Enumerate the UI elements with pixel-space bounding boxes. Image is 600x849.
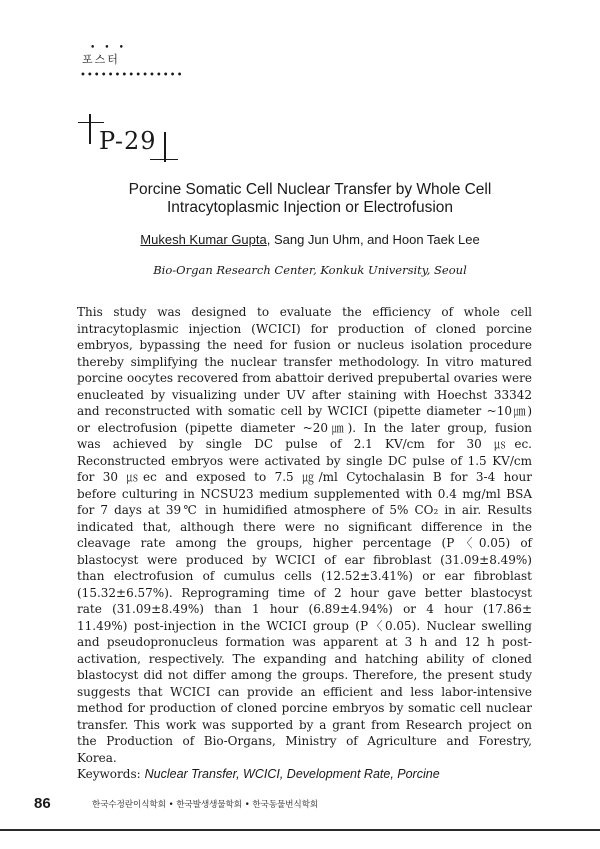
abstract-line: suggests that WCICI can provide an efficient and less labor-intensive — [77, 684, 532, 699]
title-line: Porcine Somatic Cell Nuclear Transfer by Whole Cell — [128, 181, 492, 198]
abstract-line: and pseudopronucleus formation was apparent at 3 h and 12 h post- — [77, 635, 532, 649]
abstract-line: enucleated by visualizing under UV after staining with Hoechst 33342 — [77, 387, 532, 402]
title-line: Intracytoplasmic Injection or Electrofusion — [166, 199, 454, 216]
abstract-line: rate (31.09±8.49%) than 1 hour (6.89±4.94%) or 4 hour (17.86± — [77, 602, 532, 616]
abstract-line: This study was designed to evaluate the efficiency of whole cell — [77, 305, 532, 319]
abstract-line: cleavage rate among the groups, higher percentage (P〈0.05) of — [77, 536, 532, 550]
abstract-line: blastocyst did not differ among the groups. Therefore, the present study — [77, 668, 532, 682]
bracket-horizontal-top — [78, 122, 104, 123]
affiliation: Bio-Organ Research Center, Konkuk University, Seoul — [153, 263, 467, 277]
keywords-label: Keywords: — [77, 767, 141, 781]
abstract-line: for 7 days at 39℃ in humidified atmosphere of 5% CO₂ in air. Results — [77, 503, 532, 517]
bracket-horizontal-bottom — [150, 159, 178, 160]
co-authors: , Sang Jun Uhm, and Hoon Taek Lee — [266, 232, 480, 247]
abstract-line: porcine oocytes recovered from abattoir derived prepubertal ovaries were — [77, 371, 532, 385]
poster-number: P-29 — [99, 127, 157, 155]
abstract-line: for 30 ㎲ec and exposed to 7.5 ㎍/ml Cytochalasin B for 3-4 hour — [77, 470, 532, 484]
abstract-line: or electrofusion (pipette diameter ~20㎛). In the later group, fusion — [77, 420, 532, 435]
abstract-line: transfer. This work was supported by a grant from Research project on — [77, 717, 532, 732]
poster-number-box — [78, 112, 188, 164]
abstract-line: the Production of Bio-Organs, Ministry of Agriculture and Forestry, — [77, 734, 532, 748]
paper-title — [60, 181, 560, 217]
abstract-line: before culturing in NCSU23 medium supplemented with 0.4 mg/ml BSA — [77, 486, 532, 501]
abstract-line: method for production of cloned porcine embryos by somatic cell nuclear — [77, 701, 532, 715]
abstract-line: (15.32±6.57%). Reprograming time of 2 hour gave better blastocyst — [77, 585, 532, 600]
abstract — [77, 304, 532, 783]
bracket-vertical-bottom — [164, 132, 166, 162]
abstract-line: Korea. — [77, 750, 117, 765]
abstract-line: was achieved by single DC pulse of 2.1 KV/cm for 30 ㎲ec. — [77, 437, 532, 451]
abstract-line: than electrofusion of cumulus cells (12.52±3.41%) or ear fibroblast — [77, 569, 532, 583]
author-list — [60, 232, 560, 248]
abstract-line: blastocyst were produced by WCICI of ear fibroblast (31.09±8.49%) — [77, 552, 532, 567]
bottom-rule — [0, 829, 600, 831]
abstract-line: embryos, bypassing the need for fusion or nucleus isolation procedure — [77, 338, 532, 352]
abstract-line: intracytoplasmic injection (WCICI) for production of cloned porcine — [77, 321, 532, 336]
keywords-value: Nuclear Transfer, WCICI, Development Rate, Porcine — [144, 767, 440, 781]
section-mark — [82, 44, 133, 67]
section-label: 포스터 — [82, 53, 120, 66]
abstract-line: 11.49%) post-injection in the WCICI group (P〈0.05). Nuclear swelling — [77, 618, 532, 633]
section-dotted-rule: ••••••••••••••• — [80, 70, 184, 81]
keywords — [77, 766, 532, 783]
section-dots: ••• — [90, 43, 133, 53]
footer-societies: 한국수정란이식학회 • 한국발생생물학회 • 한국동물번식학회 — [92, 800, 319, 810]
abstract-line: Reconstructed embryos were activated by single DC pulse of 1.5 KV/cm — [77, 453, 532, 468]
abstract-line: indicated that, although there were no significant difference in the — [77, 519, 532, 534]
page-number: 86 — [34, 795, 51, 812]
abstract-line: activation, respectively. The expanding and hatching ability of cloned — [77, 651, 532, 666]
abstract-line: thereby simplifying the nuclear transfer methodology. In vitro matured — [77, 354, 532, 369]
primary-author: Mukesh Kumar Gupta — [140, 232, 267, 247]
bracket-vertical-top — [89, 114, 91, 144]
abstract-line: and reconstructed with somatic cell by WCICI (pipette diameter ~10㎛) — [77, 404, 532, 418]
page-footer — [0, 795, 600, 819]
